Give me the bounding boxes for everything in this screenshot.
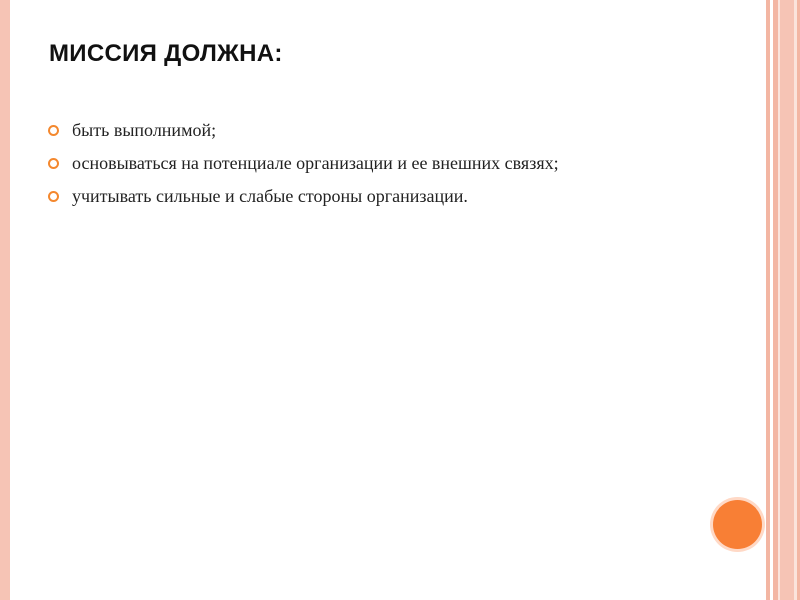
bullet-text: учитывать сильные и слабые стороны организации. [72,186,468,206]
decorative-orange-circle [713,500,762,549]
bullet-circle-icon [48,125,59,136]
bullet-circle-icon [48,191,59,202]
bullet-item [48,151,708,176]
bullet-circle-icon [48,158,59,169]
bullet-text: быть выполнимой; [72,120,217,140]
slide-title: МИССИЯ ДОЛЖНА: [49,40,283,67]
bullet-item [48,118,708,143]
left-border-strip [0,0,10,600]
right-decorative-stripe [780,0,794,600]
bullet-text: основываться на потенциале организации и ее внешних связях; [72,153,559,173]
bullet-item [48,184,708,209]
bullet-list [48,118,708,217]
